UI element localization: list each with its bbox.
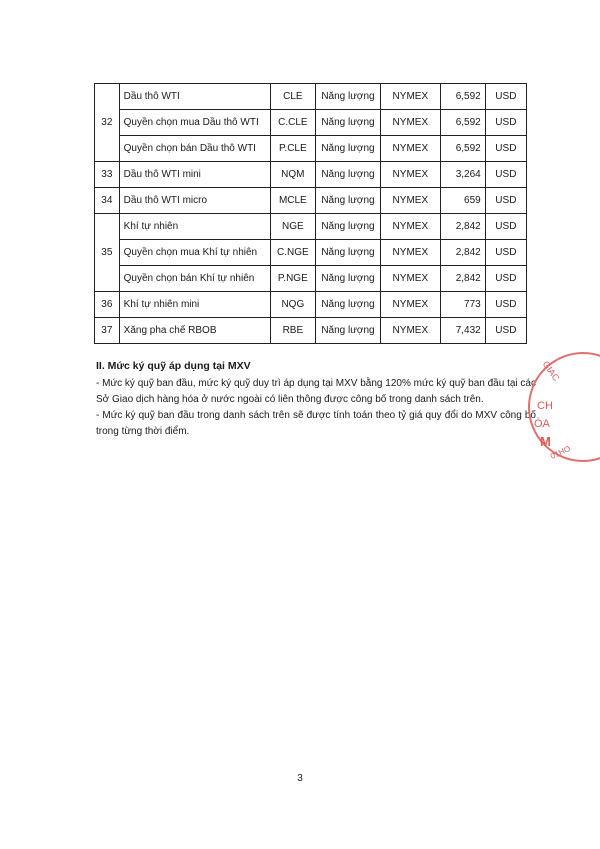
- seal-text: ÒA: [534, 418, 550, 430]
- row-number: 37: [95, 318, 120, 344]
- exchange: NYMEX: [381, 162, 440, 188]
- product-name: Khí tự nhiên: [119, 214, 270, 240]
- product-code: NQM: [270, 162, 315, 188]
- exchange: NYMEX: [381, 292, 440, 318]
- product-group: Năng lượng: [315, 214, 380, 240]
- currency: USD: [485, 240, 526, 266]
- margin-value: 3,264: [440, 162, 485, 188]
- exchange: NYMEX: [381, 84, 440, 110]
- margin-value: 2,842: [440, 240, 485, 266]
- row-number: 35: [95, 214, 120, 292]
- exchange: NYMEX: [381, 266, 440, 292]
- currency: USD: [485, 318, 526, 344]
- margin-value: 773: [440, 292, 485, 318]
- table-row: [95, 214, 527, 240]
- product-name: Quyền chọn bán Dầu thô WTI: [119, 136, 270, 162]
- margin-value: 7,432: [440, 318, 485, 344]
- product-name: Dầu thô WTI mini: [119, 162, 270, 188]
- table-row: [95, 292, 527, 318]
- table-row: [95, 110, 527, 136]
- table-row: [95, 318, 527, 344]
- company-seal: [528, 352, 600, 462]
- product-group: Năng lượng: [315, 110, 380, 136]
- product-name: Dầu thô WTI: [119, 84, 270, 110]
- product-code: P.CLE: [270, 136, 315, 162]
- row-number: 33: [95, 162, 120, 188]
- seal-text: GIAC: [540, 359, 562, 383]
- margin-value: 6,592: [440, 84, 485, 110]
- margin-value: 6,592: [440, 110, 485, 136]
- product-group: Năng lượng: [315, 162, 380, 188]
- product-group: Năng lượng: [315, 136, 380, 162]
- product-code: RBE: [270, 318, 315, 344]
- exchange: NYMEX: [381, 318, 440, 344]
- product-code: P.NGE: [270, 266, 315, 292]
- currency: USD: [485, 292, 526, 318]
- currency: USD: [485, 162, 526, 188]
- table-row: [95, 136, 527, 162]
- exchange: NYMEX: [381, 214, 440, 240]
- currency: USD: [485, 110, 526, 136]
- product-name: Quyền chọn mua Khí tự nhiên: [119, 240, 270, 266]
- margin-value: 2,842: [440, 266, 485, 292]
- seal-text: CH: [537, 400, 553, 412]
- table-row: [95, 266, 527, 292]
- table-row: [95, 162, 527, 188]
- exchange: NYMEX: [381, 240, 440, 266]
- product-name: Dầu thô WTI micro: [119, 188, 270, 214]
- page-number: 3: [297, 773, 303, 784]
- product-name: Quyền chọn bán Khí tự nhiên: [119, 266, 270, 292]
- product-name: Quyền chọn mua Dầu thô WTI: [119, 110, 270, 136]
- product-code: NQG: [270, 292, 315, 318]
- product-code: CLE: [270, 84, 315, 110]
- margin-value: 6,592: [440, 136, 485, 162]
- exchange: NYMEX: [381, 136, 440, 162]
- product-group: Năng lượng: [315, 240, 380, 266]
- table-row: [95, 240, 527, 266]
- row-number: 32: [95, 84, 120, 162]
- section-paragraph: - Mức ký quỹ ban đầu, mức ký quỹ duy trì áp dụng tại MXV bằng 120% mức ký quỹ ban đầu tại các Sở Giao dịch hàng hóa ở nước ngoài có liên thông được công bố trong danh sách trên.: [96, 378, 536, 405]
- currency: USD: [485, 188, 526, 214]
- product-code: C.NGE: [270, 240, 315, 266]
- product-code: NGE: [270, 214, 315, 240]
- margin-value: 659: [440, 188, 485, 214]
- product-group: Năng lượng: [315, 188, 380, 214]
- margin-table: [94, 83, 527, 344]
- row-number: 34: [95, 188, 120, 214]
- product-group: Năng lượng: [315, 84, 380, 110]
- table-row: [95, 188, 527, 214]
- currency: USD: [485, 214, 526, 240]
- product-name: Khí tự nhiên mini: [119, 292, 270, 318]
- product-name: Xăng pha chế RBOB: [119, 318, 270, 344]
- table-row: [95, 84, 527, 110]
- exchange: NYMEX: [381, 110, 440, 136]
- currency: USD: [485, 136, 526, 162]
- section-paragraph: - Mức ký quỹ ban đầu trong danh sách trên sẽ được tính toán theo tỷ giá quy đổi do MXV công bố trong từng thời điểm.: [96, 410, 536, 437]
- section-heading: II. Mức ký quỹ áp dụng tại MXV: [96, 360, 251, 372]
- product-group: Năng lượng: [315, 266, 380, 292]
- seal-text: M: [540, 434, 551, 449]
- currency: USD: [485, 266, 526, 292]
- product-code: MCLE: [270, 188, 315, 214]
- product-code: C.CLE: [270, 110, 315, 136]
- exchange: NYMEX: [381, 188, 440, 214]
- currency: USD: [485, 84, 526, 110]
- product-group: Năng lượng: [315, 292, 380, 318]
- product-group: Năng lượng: [315, 318, 380, 344]
- margin-value: 2,842: [440, 214, 485, 240]
- seal-text: 01HO: [549, 444, 572, 461]
- margin-section: [96, 358, 536, 440]
- row-number: 36: [95, 292, 120, 318]
